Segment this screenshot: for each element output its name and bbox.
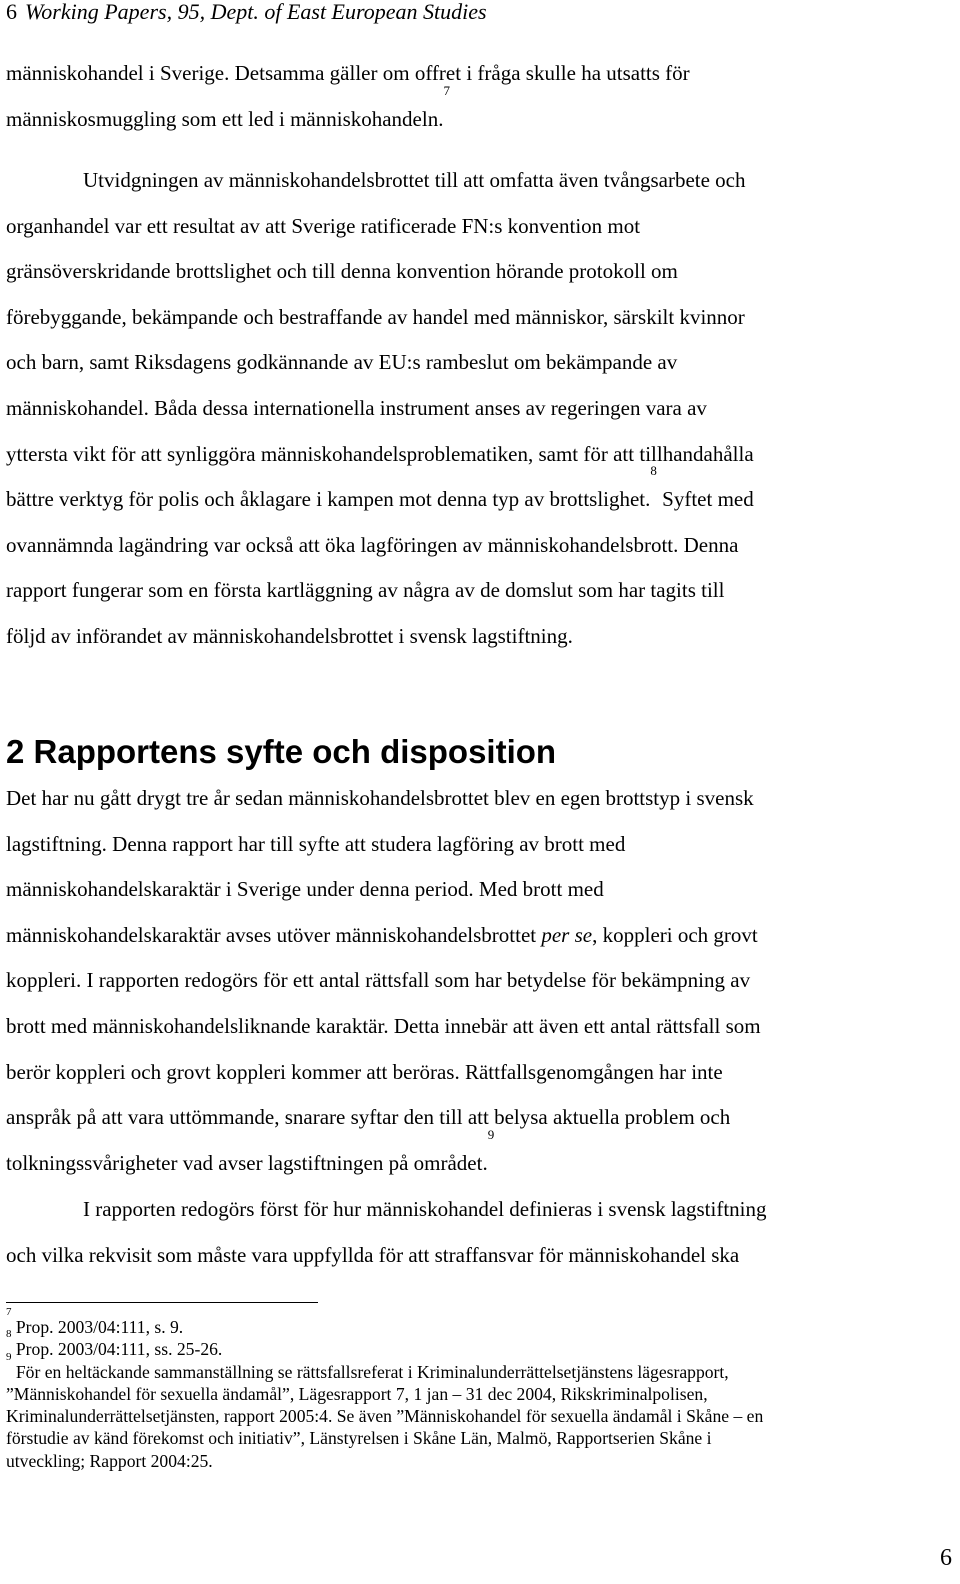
header-running-title: Working Papers, 95, Dept. of East European Studies [25, 0, 487, 24]
footnote-ref-9[interactable]: 9 [487, 1126, 495, 1142]
text-line: och vilka rekvisit som måste vara uppfyllda för att straffansvar för människohandel ska [6, 1242, 740, 1267]
footnote-ref-8[interactable]: 8 [650, 463, 657, 479]
header-page-number: 6 [6, 0, 17, 24]
text-line: koppleri. I rapporten redogörs för ett antal rättsfall som har betydelse för bekämpning av [6, 968, 751, 993]
text-line: ovannämnda lagändring var också att öka lagföringen av människohandelsbrott. Denna [6, 532, 739, 557]
text-line: människohandelskaraktär i Sverige under denna period. Med brott med [6, 877, 604, 902]
text-line: gränsöverskridande brottslighet och till denna konvention hörande protokoll om [6, 259, 678, 284]
footer-page-number: 6 [940, 1545, 952, 1571]
text-line: berör koppleri och grovt koppleri kommer att beröras. Rättfallsgenomgången har inte [6, 1059, 723, 1084]
footnote-7: $^7$ Prop. 2003/04:111, s. 9. [6, 1306, 184, 1337]
text-line: organhandel var ett resultat av att Sverige ratificerade FN:s konvention mot [6, 213, 641, 238]
paragraph-1 [6, 51, 950, 142]
text-line: yttersta vikt för att synliggöra människohandelsproblematiken, samt för att tillhandahålla [6, 441, 754, 466]
text-line: bättre verktyg för polis och åklagare i kampen mot denna typ av brottslighet.$^8$ Syftet med [6, 463, 754, 512]
text-line: människosmuggling som ett led i människohandeln.$^7$ [6, 82, 450, 131]
footnotes [6, 1306, 950, 1472]
footnote-9-cont: utveckling; Rapport 2004:25. [6, 1450, 213, 1471]
footnote-9: $^9$ För en heltäckande sammanställning se rättsfallsreferat i Kriminalunderrättelsetjänstens lägesrapport, [6, 1350, 729, 1382]
text-line: lagstiftning. Denna rapport har till syfte att studera lagföring av brott med [6, 831, 626, 856]
footnote-9-cont: förstudie av känd förekomst och initiativ”, Länstyrelsen i Skåne Län, Malmö, Rapportserien Skåne i [6, 1428, 712, 1449]
paragraph-4 [6, 1187, 950, 1278]
text-line: tolkningssvårigheter vad avser lagstiftningen på området.$^9$ [6, 1126, 495, 1175]
footnote-9-cont: Kriminalunderrättelsetjänsten, rapport 2005:4. Se även ”Människohandel för sexuella ändamål i Skåne – en [6, 1406, 764, 1427]
text-line: I rapporten redogörs först för hur människohandel definieras i svensk lagstiftning [83, 1197, 767, 1221]
text-line: människohandel i Sverige. Detsamma gäller om offret i fråga skulle ha utsatts för [6, 61, 690, 85]
paragraph-2 [6, 158, 950, 660]
footnote-ref-7[interactable]: 7 [443, 82, 450, 98]
text-line: människohandel. Båda dessa internationella instrument anses av regeringen vara av [6, 395, 707, 420]
paragraph-3 [6, 776, 950, 1186]
text-line: brott med människohandelsliknande karaktär. Detta innebär att även ett antal rättsfall som [6, 1013, 761, 1038]
text-line: och barn, samt Riksdagens godkännande av EU:s rambeslut om bekämpande av [6, 350, 678, 375]
emphasis-per-se: per se [541, 922, 593, 947]
text-line: anspråk på att vara uttömmande, snarare syftar den till att belysa aktuella problem och [6, 1105, 731, 1130]
text-line: följd av införandet av människohandelsbrottet i svensk lagstiftning. [6, 623, 573, 648]
footnote-divider [6, 1302, 318, 1303]
text-line: Det har nu gått drygt tre år sedan människohandelsbrottet blev en egen brottstyp i svensk [6, 786, 754, 810]
footnote-8: $^8$ Prop. 2003/04:111, ss. 25-26. [6, 1328, 223, 1360]
footnote-9-cont: ”Människohandel för sexuella ändamål”, Lägesrapport 7, 1 jan – 31 dec 2004, Rikskriminalpolisen, [6, 1383, 708, 1404]
text-line: människohandelskaraktär avses utöver människohandelsbrottet per se, koppleri och grovt [6, 922, 758, 947]
section-heading: 2 Rapportens syfte och disposition [6, 733, 557, 770]
text-line: Utvidgningen av människohandelsbrottet till att omfatta även tvångsarbete och [83, 168, 746, 192]
text-line: rapport fungerar som en första kartläggning av några av de domslut som har tagits till [6, 578, 725, 603]
text-line: förebyggande, bekämpande och bestraffande av handel med människor, särskilt kvinnor [6, 304, 745, 329]
running-header [6, 0, 487, 26]
